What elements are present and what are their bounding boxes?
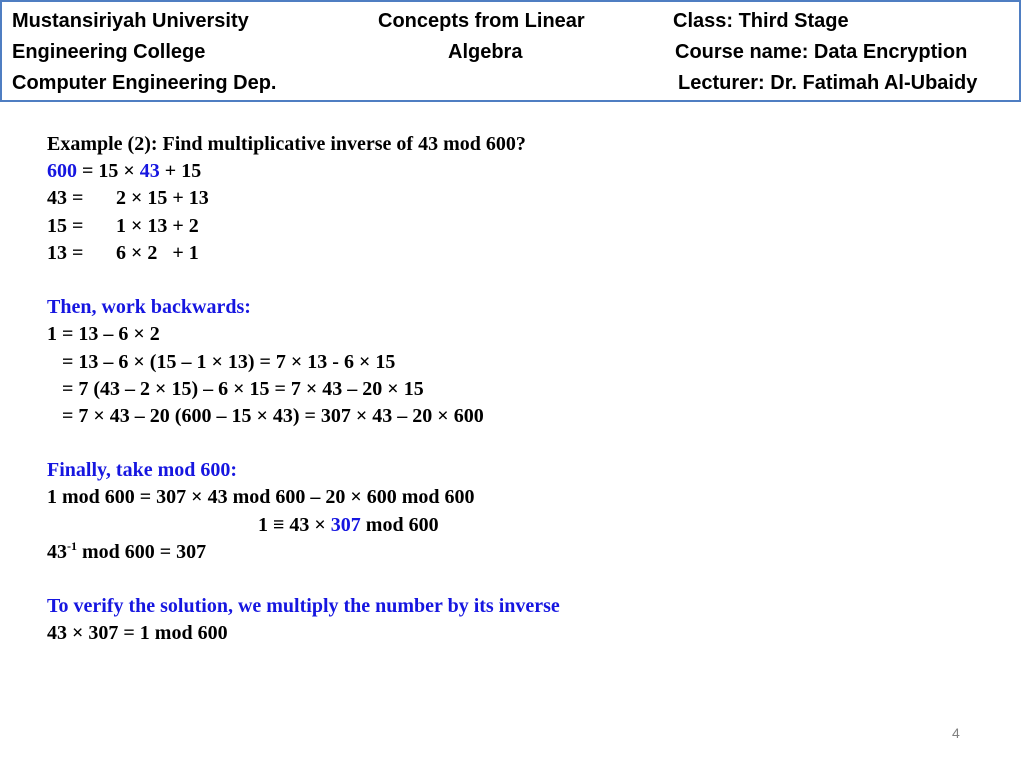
mod-line-2-pre: 1 ≡ 43 × — [258, 513, 331, 536]
example-content — [47, 131, 560, 648]
verify-heading: To verify the solution, we multiply the number by its inverse — [47, 595, 560, 618]
backwards-line-3: = 7 (43 – 2 × 15) – 6 × 15 = 7 × 43 – 20 × 15 — [47, 377, 424, 400]
euclid-step-2 — [47, 185, 560, 212]
euclid-step-2-rhs: 2 × 15 + 13 — [116, 187, 209, 210]
mod-line-1: 1 mod 600 = 307 × 43 mod 600 – 20 × 600 mod 600 — [47, 486, 475, 509]
lecturer-name: Lecturer: Dr. Fatimah Al-Ubaidy — [678, 72, 978, 94]
mod-line-3-rest: mod 600 = 307 — [77, 540, 207, 563]
class-label: Class: Third Stage — [673, 10, 849, 32]
mod-line-2-post: mod 600 — [360, 513, 439, 536]
euclid-step-1 — [47, 158, 560, 185]
mod-line-3-exponent: -1 — [67, 538, 77, 553]
euclid-step-4 — [47, 240, 560, 267]
spacer — [47, 267, 560, 294]
spacer — [47, 430, 560, 457]
euclid-step-1-rest: + 15 — [159, 160, 202, 183]
verify-line: 43 × 307 = 1 mod 600 — [47, 622, 228, 645]
department-name: Computer Engineering Dep. — [12, 72, 277, 94]
spacer — [47, 566, 560, 593]
college-name: Engineering College — [12, 41, 206, 63]
euclid-step-3-rhs: 1 × 13 + 2 — [116, 214, 199, 237]
course-name: Course name: Data Encryption — [675, 41, 968, 63]
mod-line-3-base: 43 — [47, 540, 67, 563]
mod-line-3 — [47, 539, 560, 566]
slide-header — [0, 0, 1021, 102]
euclid-step-1-eq: = 15 × — [77, 160, 140, 183]
backwards-line-1: 1 = 13 – 6 × 2 — [47, 323, 160, 346]
example-title: Example (2): Find multiplicative inverse of 43 mod 600? — [47, 133, 526, 155]
university-name: Mustansiriyah University — [12, 10, 249, 32]
euclid-step-4-rhs: 6 × 2 + 1 — [116, 241, 199, 264]
inverse-value: 307 — [330, 513, 361, 536]
topic-line-2: Algebra — [448, 41, 523, 63]
euclid-step-3 — [47, 213, 560, 240]
euclid-step-2-lhs: 43 = — [47, 187, 84, 210]
euclid-step-1-lhs: 600 — [47, 160, 77, 183]
mod-heading: Finally, take mod 600: — [47, 459, 238, 482]
topic-line-1: Concepts from Linear — [378, 10, 585, 32]
euclid-step-1-mid: 43 — [139, 160, 160, 183]
backwards-line-2: = 13 – 6 × (15 – 1 × 13) = 7 × 13 - 6 × 15 — [47, 350, 396, 373]
page-number: 4 — [952, 725, 960, 741]
backwards-heading: Then, work backwards: — [47, 296, 251, 319]
euclid-step-3-lhs: 15 = — [47, 214, 84, 237]
backwards-line-4: = 7 × 43 – 20 (600 – 15 × 43) = 307 × 43 – 20 × 600 — [47, 404, 484, 427]
euclid-step-4-lhs: 13 = — [47, 241, 84, 264]
mod-line-2 — [47, 512, 560, 539]
